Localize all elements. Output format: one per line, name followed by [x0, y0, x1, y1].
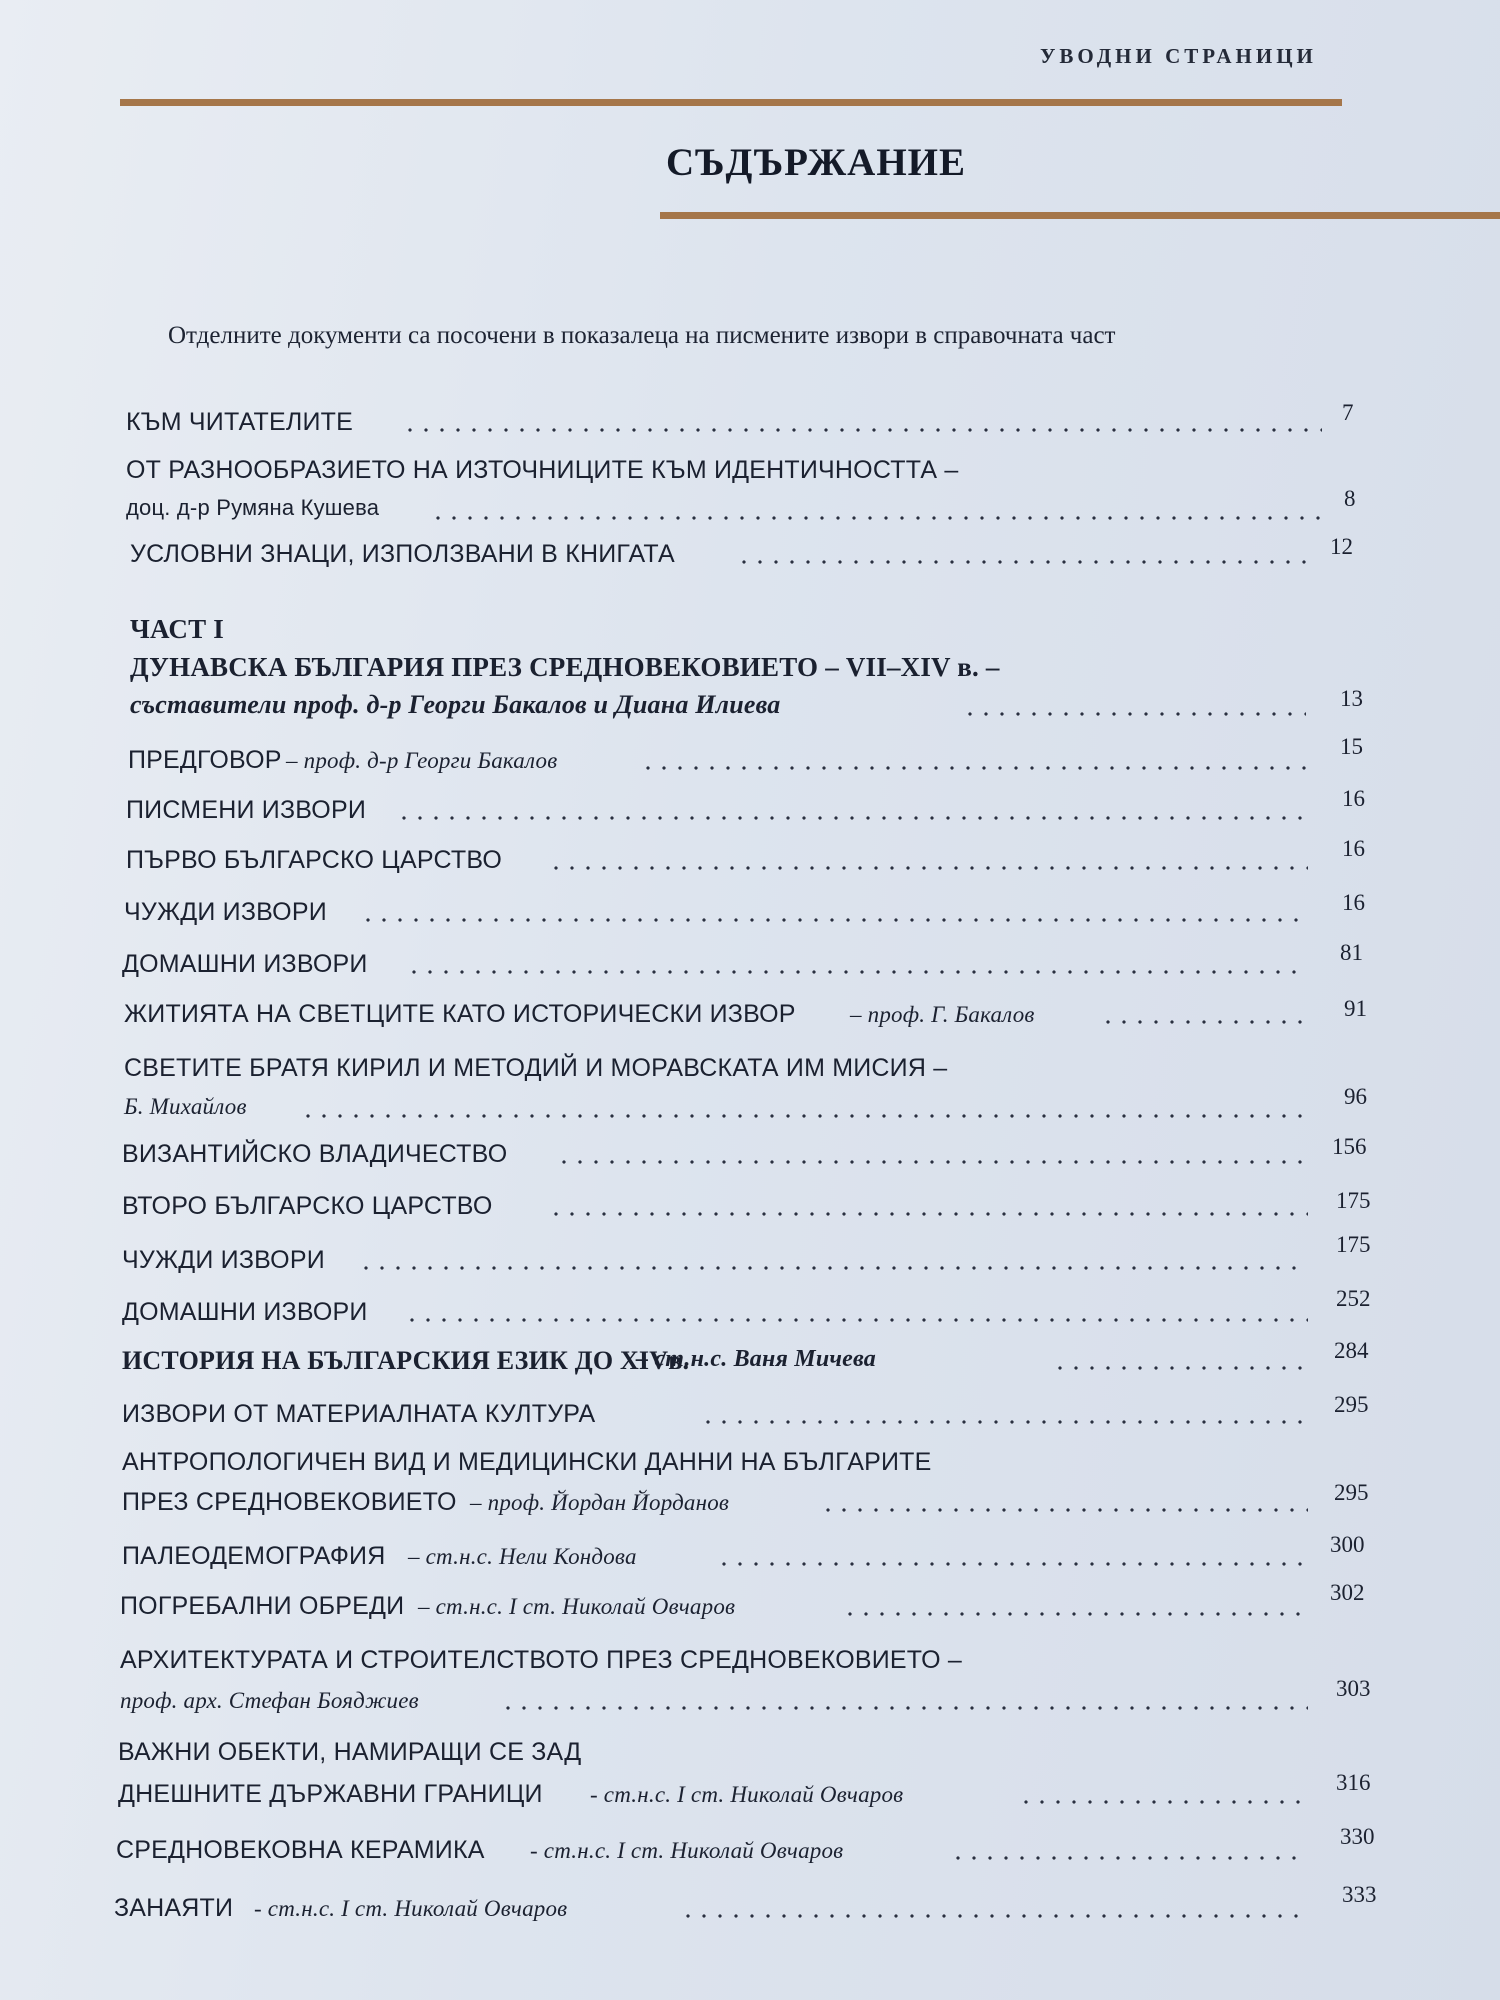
toc-entry-title: ЧУЖДИ ИЗВОРИ: [122, 1246, 325, 1274]
dot-leader: [358, 1266, 1308, 1270]
toc-entry-page: 16: [1342, 786, 1365, 811]
toc-entry-page: 16: [1342, 890, 1365, 915]
toc-entry-page: 284: [1334, 1338, 1369, 1363]
dot-leader: [820, 1508, 1308, 1512]
dot-leader: [640, 766, 1308, 770]
dot-leader: [1052, 1366, 1308, 1370]
toc-entry-title: ПРЕДГОВОР: [128, 746, 282, 774]
toc-entry-page: 295: [1334, 1392, 1369, 1417]
index-note: Отделните документи са посочени в показалеца на писмените извори в справочната част: [168, 322, 1116, 349]
dot-leader: [950, 1856, 1308, 1860]
toc-entry-author: доц. д-р Румяна Кушева: [126, 495, 380, 520]
toc-entry-title: ВИЗАНТИЙСКО ВЛАДИЧЕСТВО: [122, 1140, 508, 1168]
toc-entry-title: ПИСМЕНИ ИЗВОРИ: [126, 796, 366, 824]
dot-leader: [406, 970, 1308, 974]
dot-leader: [396, 816, 1308, 820]
toc-entry-title: ДОМАШНИ ИЗВОРИ: [122, 1298, 368, 1326]
toc-entry-page: 156: [1332, 1134, 1367, 1159]
top-rule: [120, 99, 1342, 106]
toc-entry-title: ОТ РАЗНООБРАЗИЕТО НА ИЗТОЧНИЦИТЕ КЪМ ИДЕНТИЧНОСТТА –: [126, 456, 959, 484]
toc-entry-page: 300: [1330, 1532, 1365, 1557]
dot-leader: [548, 866, 1308, 870]
toc-entry-author: – проф. д-р Георги Бакалов: [286, 748, 558, 773]
toc-entry-page: 8: [1344, 486, 1356, 511]
toc-entry-page: 96: [1344, 1084, 1367, 1109]
dot-leader: [962, 712, 1306, 716]
toc-entry-title: ДОМАШНИ ИЗВОРИ: [122, 950, 368, 978]
dot-leader: [404, 1318, 1308, 1322]
page-title: СЪДЪРЖАНИЕ: [666, 141, 967, 184]
toc-entry-page: 295: [1334, 1480, 1369, 1505]
dot-leader: [736, 560, 1306, 564]
toc-entry-title: ВТОРО БЪЛГАРСКО ЦАРСТВО: [122, 1192, 493, 1220]
toc-entry-page: 81: [1340, 940, 1363, 965]
toc-entry-title: СВЕТИТЕ БРАТЯ КИРИЛ И МЕТОДИЙ И МОРАВСКАТА ИМ МИСИЯ –: [124, 1054, 948, 1082]
toc-entry-title: КЪМ ЧИТАТЕЛИТЕ: [126, 408, 353, 436]
toc-entry-title: ПОГРЕБАЛНИ ОБРЕДИ: [120, 1592, 405, 1620]
dot-leader: [430, 516, 1324, 520]
dot-leader: [680, 1914, 1308, 1918]
toc-entry-page: 15: [1340, 734, 1363, 759]
toc-entry-page: 91: [1344, 996, 1367, 1021]
toc-entry-title: ВАЖНИ ОБЕКТИ, НАМИРАЩИ СЕ ЗАД: [118, 1738, 582, 1766]
toc-entry-author: - ст.н.с. I ст. Николай Овчаров: [530, 1838, 844, 1863]
toc-entry-title: СРЕДНОВЕКОВНА КЕРАМИКА: [116, 1836, 485, 1864]
toc-entry-author: – ст.н.с. I ст. Николай Овчаров: [418, 1594, 736, 1619]
toc-entry-page: 12: [1330, 534, 1353, 559]
toc-entry-author: Б. Михайлов: [124, 1094, 247, 1119]
toc-entry-title: ЖИТИЯТА НА СВЕТЦИТЕ КАТО ИСТОРИЧЕСКИ ИЗВОР: [124, 1000, 796, 1028]
part-label: ЧАСТ I: [130, 614, 224, 644]
toc-entry-page: 7: [1342, 400, 1354, 425]
toc-entry-author: – проф. Г. Бакалов: [850, 1002, 1035, 1027]
toc-entry-title: ИЗВОРИ ОТ МАТЕРИАЛНАТА КУЛТУРА: [122, 1400, 596, 1428]
title-rule: [660, 212, 1500, 219]
dot-leader: [556, 1160, 1308, 1164]
toc-entry-page: 16: [1342, 836, 1365, 861]
toc-entry-title: ЧУЖДИ ИЗВОРИ: [124, 898, 327, 926]
running-head: УВОДНИ СТРАНИЦИ: [1040, 44, 1317, 68]
toc-entry-title: ПАЛЕОДЕМОГРАФИЯ: [122, 1542, 386, 1570]
toc-entry-title: ДУНАВСКА БЪЛГАРИЯ ПРЕЗ СРЕДНОВЕКОВИЕТО – VII–XIV в. –: [130, 652, 1000, 682]
toc-entry-page: 13: [1340, 686, 1363, 711]
toc-entry-title: ИСТОРИЯ НА БЪЛГАРСКИЯ ЕЗИК ДО XIVв.: [122, 1346, 690, 1375]
toc-entry-author: – ст.н.с. Ваня Мичева: [636, 1346, 876, 1372]
toc-entry-page: 316: [1336, 1770, 1371, 1795]
dot-leader: [716, 1562, 1308, 1566]
dot-leader: [842, 1612, 1308, 1616]
toc-entry-title: АРХИТЕКТУРАТА И СТРОИТЕЛСТВОТО ПРЕЗ СРЕДНОВЕКОВИЕТО –: [120, 1646, 963, 1674]
toc-entry-title: УСЛОВНИ ЗНАЦИ, ИЗПОЛЗВАНИ В КНИГАТА: [130, 540, 675, 568]
toc-entry-title-line2: ДНЕШНИТЕ ДЪРЖАВНИ ГРАНИЦИ: [118, 1780, 543, 1808]
toc-entry-page: 252: [1336, 1286, 1371, 1311]
dot-leader: [1100, 1020, 1308, 1024]
toc-entry-title: ЗАНАЯТИ: [114, 1894, 234, 1922]
dot-leader: [300, 1114, 1308, 1118]
toc-entry-author: проф. арх. Стефан Бояджиев: [120, 1688, 419, 1713]
dot-leader: [360, 918, 1308, 922]
toc-entry-author: – ст.н.с. Нели Кондова: [408, 1544, 637, 1569]
toc-entry-author: - ст.н.с. I ст. Николай Овчаров: [254, 1896, 568, 1921]
toc-entry-page: 175: [1336, 1232, 1371, 1257]
dot-leader: [1018, 1800, 1308, 1804]
toc-entry-title: АНТРОПОЛОГИЧЕН ВИД И МЕДИЦИНСКИ ДАННИ НА БЪЛГАРИТЕ: [122, 1448, 932, 1476]
toc-entry-page: 330: [1340, 1824, 1375, 1849]
toc-entry-author: – проф. Йордан Йорданов: [470, 1490, 730, 1515]
toc-entry-page: 333: [1342, 1882, 1377, 1907]
toc-entry-title: ПЪРВО БЪЛГАРСКО ЦАРСТВО: [126, 846, 503, 874]
toc-entry-author: - ст.н.с. I ст. Николай Овчаров: [590, 1782, 904, 1807]
toc-entry-page: 303: [1336, 1676, 1371, 1701]
dot-leader: [700, 1420, 1308, 1424]
toc-entry-page: 302: [1330, 1580, 1365, 1605]
dot-leader: [500, 1706, 1308, 1710]
dot-leader: [402, 428, 1322, 432]
toc-entry-title-line2: ПРЕЗ СРЕДНОВЕКОВИЕТО: [122, 1488, 457, 1516]
dot-leader: [548, 1212, 1308, 1216]
toc-entry-page: 175: [1336, 1188, 1371, 1213]
toc-entry-author: съставители проф. д-р Георги Бакалов и Диана Илиева: [130, 690, 781, 719]
